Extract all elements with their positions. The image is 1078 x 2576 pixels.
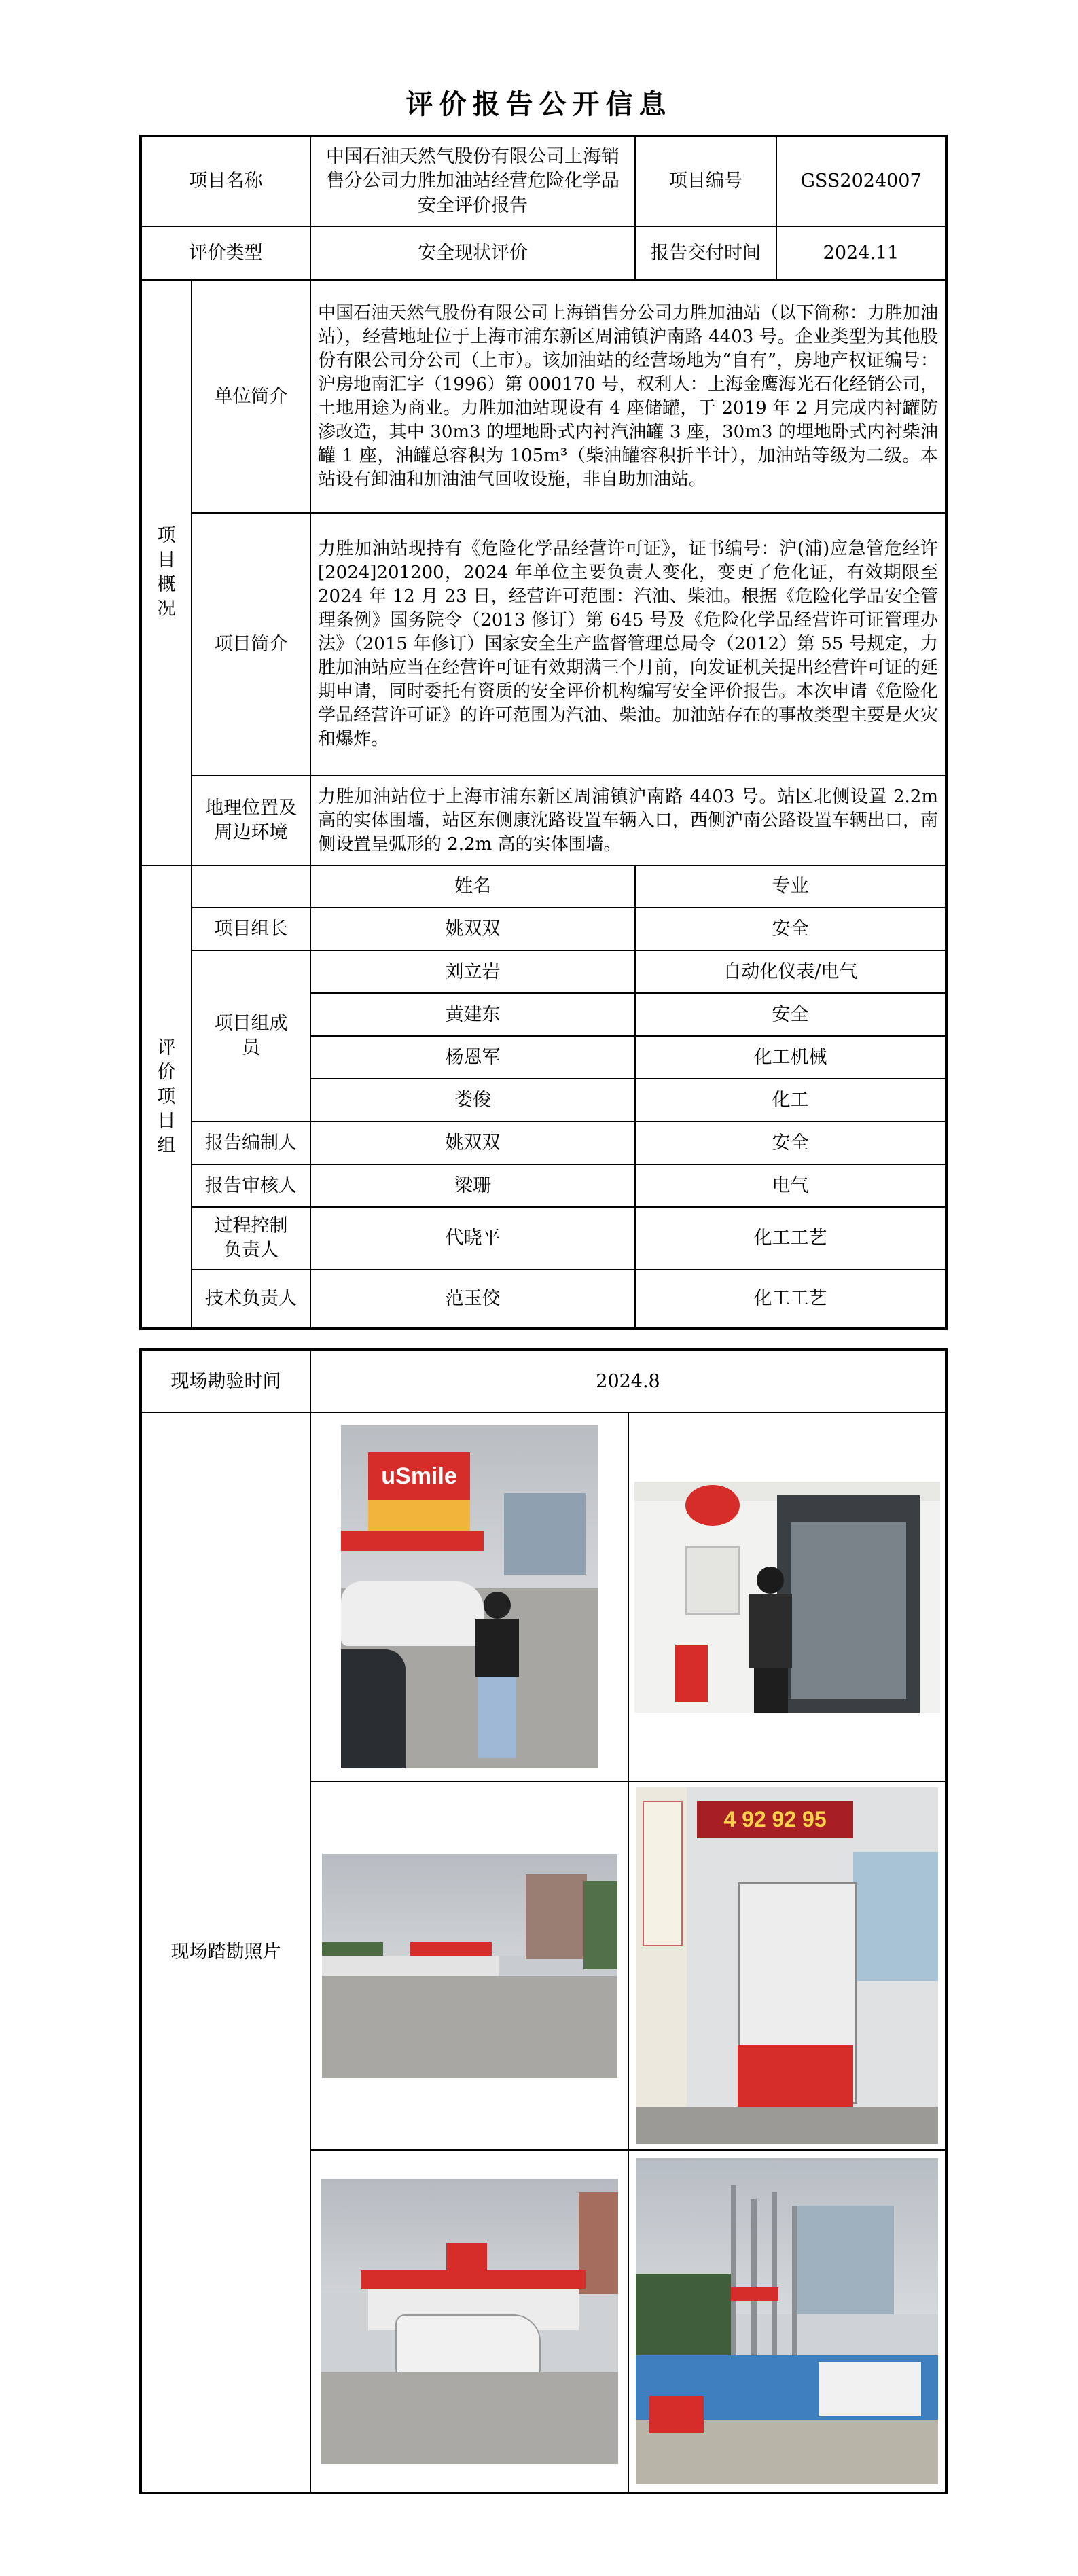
survey-time-label: 现场勘验时间 xyxy=(141,1350,310,1412)
unit-intro-label: 单位简介 xyxy=(192,280,310,513)
compiler-major: 安全 xyxy=(635,1122,946,1164)
member-major: 安全 xyxy=(635,993,946,1036)
project-name-value: 中国石油天然气股份有限公司上海销售分公司力胜加油站经营危险化学品安全评价报告 xyxy=(310,136,635,226)
compiler-name: 姚双双 xyxy=(310,1122,635,1164)
delivery-time-label: 报告交付时间 xyxy=(635,226,776,280)
member-name: 娄俊 xyxy=(310,1079,635,1122)
project-id-value: GSS2024007 xyxy=(776,136,946,226)
person-head xyxy=(757,1567,784,1594)
team-section-label: 评价项目组 xyxy=(141,865,192,1329)
usmile-sign: uSmile xyxy=(368,1452,470,1500)
reviewer-label: 报告审核人 xyxy=(192,1164,310,1207)
reviewer-major: 电气 xyxy=(635,1164,946,1207)
tech-lead-label: 技术负责人 xyxy=(192,1270,310,1329)
process-control-name: 代晓平 xyxy=(310,1207,635,1270)
member-major: 化工机械 xyxy=(635,1036,946,1079)
eval-type-value: 安全现状评价 xyxy=(310,226,635,280)
station-entrance-photo xyxy=(634,1482,940,1713)
location-label: 地理位置及周边环境 xyxy=(192,776,310,865)
member-major: 化工 xyxy=(635,1079,946,1122)
reviewer-name: 梁珊 xyxy=(310,1164,635,1207)
price-board: 4 92 92 95 xyxy=(697,1801,853,1838)
site-survey-table xyxy=(139,1348,948,2494)
leader-label: 项目组长 xyxy=(192,908,310,950)
survey-time-value: 2024.8 xyxy=(310,1350,946,1412)
leader-major: 安全 xyxy=(635,908,946,950)
fuel-dispenser-photo xyxy=(636,1787,938,2144)
vent-pipes-photo xyxy=(636,2158,938,2484)
red-lantern-icon xyxy=(685,1485,740,1526)
members-label: 项目组成员 xyxy=(192,950,310,1122)
survey-photos-label: 现场踏勘照片 xyxy=(141,1412,310,2493)
member-name: 杨恩军 xyxy=(310,1036,635,1079)
eval-type-label: 评价类型 xyxy=(141,226,310,280)
station-overview-photo xyxy=(321,2179,618,2464)
header-major: 专业 xyxy=(635,865,946,908)
header-name: 姓名 xyxy=(310,865,635,908)
unit-intro-text: 中国石油天然气股份有限公司上海销售分公司力胜加油站（以下简称：力胜加油站），经营地址位于上海市浦东新区周浦镇沪南路 4403 号。企业类型为其他股份有限公司分公司（上市）。该加油站的经营场地为“自有”，房地产权证编号：沪房地南汇字（1996）第 000170 号，权利人：上海金鹰海光石化经销公司，土地用途为商业。力胜加油站现设有 4 座储罐，于 2019 年 2 月完成内衬罐防渗改造，其中 30m3 的埋地卧式内衬汽油罐 3 座，30m3 的埋地卧式内衬柴油罐 1 座，油罐总容积为 105m³（柴油罐容积折半计），加油站等级为二级。本站设有卸油和加油油气回收设施，非自助加油站。 xyxy=(310,280,946,513)
project-intro-text: 力胜加油站现持有《危险化学品经营许可证》，证书编号：沪(浦)应急管危经许[2024]201200，2024 年单位主要负责人变化，变更了危化证，有效期限至 2024 年 12 月 23 日，经营许可范围：汽油、柴油。根据《危险化学品安全管理条例》国务院令（2013 修订）第 645 号及《危险化学品经营许可证管理办法》（2015 年修订）国家安全生产监督管理总局令（2012）第 55 号规定，力胜加油站应当在经营许可证有效期满三个月前，向发证机关提出经营许可证的延期申请，同时委托有资质的安全评价机构编写安全评价报告。本次申请《危险化学品经营许可证》的许可范围为汽油、柴油。加油站存在的事故类型主要是火灾和爆炸。 xyxy=(310,513,946,776)
process-control-label: 过程控制负责人 xyxy=(192,1207,310,1270)
delivery-time-value: 2024.11 xyxy=(776,226,946,280)
member-major: 自动化仪表/电气 xyxy=(635,950,946,993)
tech-lead-name: 范玉佼 xyxy=(310,1270,635,1329)
page-title: 评价报告公开信息 xyxy=(406,88,672,120)
process-control-major: 化工工艺 xyxy=(635,1207,946,1270)
project-intro-label: 项目简介 xyxy=(192,513,310,776)
station-canopy-photo xyxy=(341,1425,598,1768)
compiler-label: 报告编制人 xyxy=(192,1122,310,1164)
overview-section-label: 项目概况 xyxy=(141,280,192,865)
tech-lead-major: 化工工艺 xyxy=(635,1270,946,1329)
station-yard-photo xyxy=(322,1854,617,2078)
member-name: 刘立岩 xyxy=(310,950,635,993)
member-name: 黄建东 xyxy=(310,993,635,1036)
project-id-label: 项目编号 xyxy=(635,136,776,226)
leader-name: 姚双双 xyxy=(310,908,635,950)
person-head xyxy=(484,1592,511,1619)
project-name-label: 项目名称 xyxy=(141,136,310,226)
report-info-table xyxy=(139,135,948,1330)
location-text: 力胜加油站位于上海市浦东新区周浦镇沪南路 4403 号。站区北侧设置 2.2m 高的实体围墙，站区东侧康沈路设置车辆入口，西侧沪南公路设置车辆出口，南侧设置呈弧形的 2.2m 高的实体围墙。 xyxy=(310,776,946,865)
white-van xyxy=(395,2314,541,2375)
